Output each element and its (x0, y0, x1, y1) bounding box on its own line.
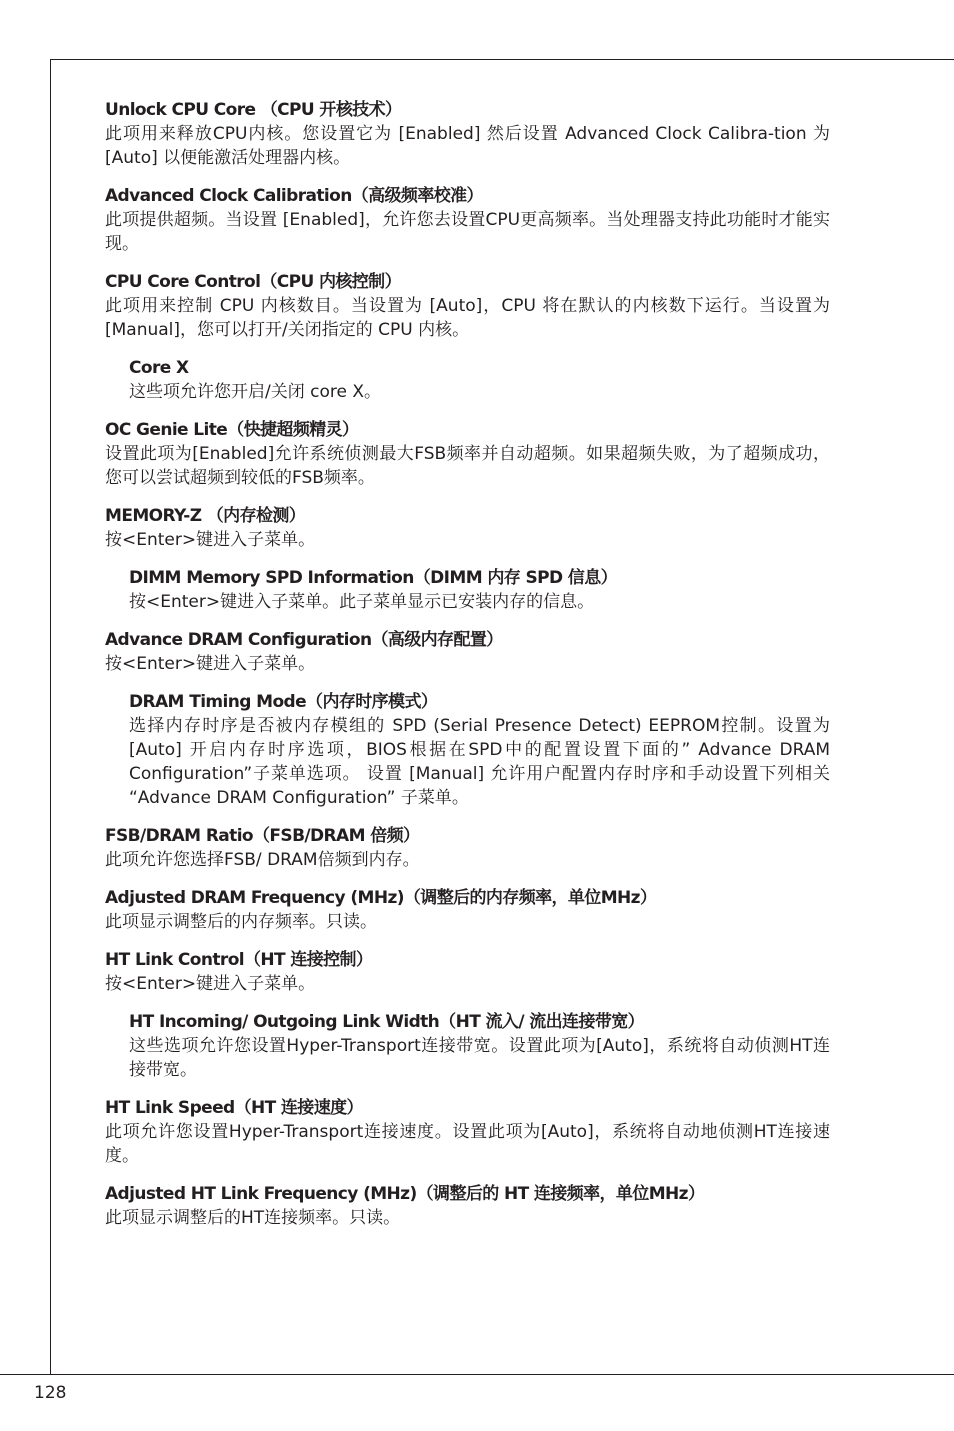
entry-title: Core X (129, 358, 189, 378)
entry-unlock-cpu-core (105, 98, 830, 170)
entry-oc-genie-lite (105, 418, 830, 490)
entry-description: 此项允许您选择FSB/ DRAM倍频到内存。 (105, 850, 420, 870)
entry-title: HT Incoming/ Outgoing Link Width（HT 流入/ 流出连接带宽） (129, 1012, 645, 1032)
entry-advance-dram-configuration (105, 628, 830, 676)
top-rule (50, 59, 954, 60)
entry-title: Adjusted DRAM Frequency (MHz)（调整后的内存频率，单位MHz） (105, 888, 657, 908)
entry-description: 此项提供超频。当设置 [Enabled]，允许您去设置CPU更高频率。当处理器支持此功能时才能实现。 (105, 210, 830, 254)
entry-ht-incoming-outgoing-link-width (129, 1010, 830, 1082)
entry-memory-z (105, 504, 830, 552)
entry-title: CPU Core Control（CPU 内核控制） (105, 272, 401, 292)
entry-description: 这些项允许您开启/关闭 core X。 (129, 382, 382, 402)
entry-description: 设置此项为[Enabled]允许系统侦测最大FSB频率并自动超频。如果超频失败，为了超频成功，您可以尝试超频到较低的FSB频率。 (105, 444, 830, 488)
entry-description: 按<Enter>键进入子菜单。 (105, 974, 316, 994)
bottom-rule (0, 1374, 954, 1375)
entry-description: 选择内存时序是否被内存模组的 SPD (Serial Presence Detect) EEPROM控制。设置为 [Auto] 开启内存时序选项，BIOS根据在SPD中的配置设置下面的” Advance DRAM Configuration”子菜单选项。 设置 [Manual] 允许用户配置内存时序和手动设置下列相关 “Advance DRAM Configuration” 子菜单。 (129, 716, 830, 808)
entry-title: MEMORY-Z （内存检测） (105, 506, 306, 526)
manual-content (105, 98, 830, 1244)
entry-adjusted-dram-frequency (105, 886, 830, 934)
entry-description: 按<Enter>键进入子菜单。此子菜单显示已安装内存的信息。 (129, 592, 595, 612)
entry-advanced-clock-calibration (105, 184, 830, 256)
entry-description: 此项允许您设置Hyper-Transport连接速度。设置此项为[Auto]，系统将自动地侦测HT连接速度。 (105, 1122, 830, 1166)
left-rule (50, 59, 51, 1374)
entry-title: OC Genie Lite（快捷超频精灵） (105, 420, 359, 440)
entry-title: Unlock CPU Core （CPU 开核技术） (105, 100, 402, 120)
entry-title: HT Link Speed（HT 连接速度） (105, 1098, 363, 1118)
entry-title: Advance DRAM Configuration（高级内存配置） (105, 630, 503, 650)
entry-dram-timing-mode (129, 690, 830, 810)
entry-dimm-memory-spd-information (129, 566, 830, 614)
entry-description: 按<Enter>键进入子菜单。 (105, 654, 316, 674)
entry-title: DIMM Memory SPD Information（DIMM 内存 SPD 信息） (129, 568, 617, 588)
entry-description: 此项显示调整后的HT连接频率。只读。 (105, 1208, 401, 1228)
page-number: 128 (34, 1383, 67, 1403)
entry-ht-link-control (105, 948, 830, 996)
entry-description: 此项用来控制 CPU 内核数目。当设置为 [Auto]，CPU 将在默认的内核数下运行。当设置为 [Manual]，您可以打开/关闭指定的 CPU 内核。 (105, 296, 830, 340)
entry-ht-link-speed (105, 1096, 830, 1168)
entry-description: 按<Enter>键进入子菜单。 (105, 530, 316, 550)
entry-adjusted-ht-link-frequency (105, 1182, 830, 1230)
entry-description: 这些选项允许您设置Hyper-Transport连接带宽。设置此项为[Auto]，系统将自动侦测HT连接带宽。 (129, 1036, 830, 1080)
entry-title: Adjusted HT Link Frequency (MHz)（调整后的 HT 连接频率，单位MHz） (105, 1184, 705, 1204)
entry-title: DRAM Timing Mode（内存时序模式） (129, 692, 438, 712)
entry-description: 此项用来释放CPU内核。您设置它为 [Enabled] 然后设置 Advanced Clock Calibra-tion 为 [Auto] 以便能激活处理器内核。 (105, 124, 830, 168)
entry-title: FSB/DRAM Ratio（FSB/DRAM 倍频） (105, 826, 420, 846)
entry-description: 此项显示调整后的内存频率。只读。 (105, 912, 377, 932)
entry-core-x (129, 356, 830, 404)
entry-title: HT Link Control（HT 连接控制） (105, 950, 373, 970)
entry-fsb-dram-ratio (105, 824, 830, 872)
entry-title: Advanced Clock Calibration（高级频率校准） (105, 186, 483, 206)
entry-cpu-core-control (105, 270, 830, 342)
